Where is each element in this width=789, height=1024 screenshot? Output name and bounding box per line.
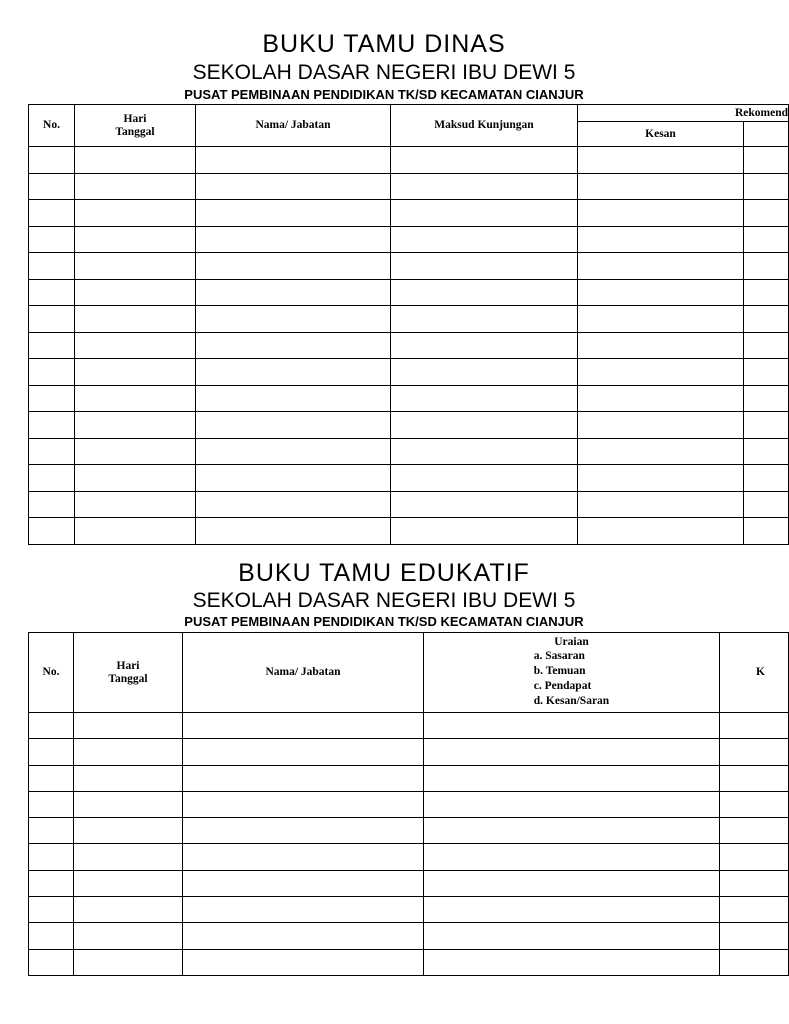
table-cell <box>29 306 75 333</box>
table-row <box>29 253 789 280</box>
table-cell <box>744 518 789 545</box>
col-no: No. <box>29 633 74 713</box>
table-cell <box>578 412 744 439</box>
table-cell <box>196 332 391 359</box>
dinas-guest-table <box>28 104 789 545</box>
table-cell <box>75 226 196 253</box>
col-hari-label: Hari <box>116 659 140 672</box>
col-maksud-kunjungan: Maksud Kunjungan <box>391 105 578 147</box>
uraian-list <box>534 649 609 709</box>
table-cell <box>75 306 196 333</box>
table-cell <box>424 923 720 949</box>
table-cell <box>424 949 720 975</box>
table-cell <box>578 279 744 306</box>
table-cell <box>391 279 578 306</box>
col-k: K <box>720 633 789 713</box>
table-row <box>29 226 789 253</box>
table-cell <box>29 173 75 200</box>
dinas-center-name: PUSAT PEMBINAAN PENDIDIKAN TK/SD KECAMATAN CIANJUR <box>184 87 584 102</box>
table-cell <box>424 765 720 791</box>
table-cell <box>29 465 75 492</box>
uraian-item-pendapat: c. Pendapat <box>533 680 592 692</box>
table-cell <box>75 465 196 492</box>
edukatif-school-name: SEKOLAH DASAR NEGERI IBU DEWI 5 <box>192 589 576 612</box>
table-cell <box>744 491 789 518</box>
table-row <box>29 765 789 791</box>
table-cell <box>75 412 196 439</box>
table-row <box>29 949 789 975</box>
table-cell <box>391 491 578 518</box>
uraian-item-kesan-saran: d. Kesan/Saran <box>533 695 610 707</box>
table-cell <box>29 949 74 975</box>
table-cell <box>196 200 391 227</box>
table-row <box>29 385 789 412</box>
table-cell <box>29 491 75 518</box>
table-row <box>29 306 789 333</box>
table-cell <box>720 923 789 949</box>
table-cell <box>424 870 720 896</box>
table-cell <box>75 200 196 227</box>
table-cell <box>196 491 391 518</box>
table-cell <box>74 844 183 870</box>
table-cell <box>29 765 74 791</box>
col-rekomendasi-sub <box>744 122 789 147</box>
table-cell <box>720 844 789 870</box>
table-cell <box>196 465 391 492</box>
edukatif-guest-table <box>28 632 789 976</box>
table-cell <box>196 306 391 333</box>
table-cell <box>29 412 75 439</box>
table-cell <box>578 491 744 518</box>
table-cell <box>183 713 424 739</box>
table-cell <box>196 147 391 174</box>
edukatif-center-name: PUSAT PEMBINAAN PENDIDIKAN TK/SD KECAMATAN CIANJUR <box>184 614 584 629</box>
table-cell <box>74 739 183 765</box>
table-cell <box>183 923 424 949</box>
table-cell <box>744 412 789 439</box>
table-cell <box>183 739 424 765</box>
table-cell <box>75 518 196 545</box>
table-row <box>29 791 789 817</box>
table-cell <box>29 359 75 386</box>
table-cell <box>720 713 789 739</box>
table-row <box>29 518 789 545</box>
table-cell <box>74 818 183 844</box>
table-cell <box>720 739 789 765</box>
table-cell <box>29 147 75 174</box>
table-row <box>29 279 789 306</box>
table-cell <box>29 438 75 465</box>
table-cell <box>391 412 578 439</box>
table-cell <box>29 200 75 227</box>
col-rekomendasi: Rekomend <box>578 105 789 122</box>
table-cell <box>744 253 789 280</box>
table-row <box>29 870 789 896</box>
col-hari-tanggal <box>75 105 196 147</box>
table-cell <box>720 791 789 817</box>
table-cell <box>424 844 720 870</box>
table-cell <box>391 306 578 333</box>
table-cell <box>424 713 720 739</box>
table-row <box>29 923 789 949</box>
table-cell <box>29 279 75 306</box>
table-cell <box>196 359 391 386</box>
table-cell <box>578 173 744 200</box>
table-cell <box>29 385 75 412</box>
table-row <box>29 173 789 200</box>
table-cell <box>29 844 74 870</box>
table-cell <box>391 200 578 227</box>
table-cell <box>183 949 424 975</box>
col-tanggal-label: Tanggal <box>115 125 155 138</box>
table-cell <box>183 844 424 870</box>
table-cell <box>578 226 744 253</box>
table-cell <box>29 518 75 545</box>
table-cell <box>183 765 424 791</box>
table-cell <box>29 818 74 844</box>
table-row <box>29 818 789 844</box>
table-cell <box>183 897 424 923</box>
dinas-school-name: SEKOLAH DASAR NEGERI IBU DEWI 5 <box>192 61 576 84</box>
col-nama-jabatan: Nama/ Jabatan <box>196 105 391 147</box>
table-cell <box>74 713 183 739</box>
table-row <box>29 897 789 923</box>
table-cell <box>578 147 744 174</box>
table-cell <box>29 739 74 765</box>
table-cell <box>578 465 744 492</box>
table-cell <box>744 332 789 359</box>
table-cell <box>29 332 75 359</box>
table-cell <box>744 359 789 386</box>
table-cell <box>578 332 744 359</box>
table-cell <box>74 897 183 923</box>
table-cell <box>744 173 789 200</box>
table-cell <box>578 253 744 280</box>
table-cell <box>74 923 183 949</box>
table-cell <box>29 791 74 817</box>
table-cell <box>744 306 789 333</box>
table-row <box>29 332 789 359</box>
col-uraian-label: Uraian <box>554 636 589 648</box>
col-uraian <box>424 633 720 713</box>
table-cell <box>744 385 789 412</box>
table-cell <box>578 359 744 386</box>
table-cell <box>196 412 391 439</box>
table-cell <box>424 897 720 923</box>
table-cell <box>29 253 75 280</box>
table-cell <box>74 870 183 896</box>
edukatif-title: BUKU TAMU EDUKATIF <box>238 559 530 587</box>
table-row <box>29 147 789 174</box>
col-nama-jabatan: Nama/ Jabatan <box>183 633 424 713</box>
table-cell <box>744 465 789 492</box>
table-cell <box>29 897 74 923</box>
table-cell <box>75 279 196 306</box>
table-cell <box>720 818 789 844</box>
table-cell <box>578 200 744 227</box>
table-cell <box>196 518 391 545</box>
table-cell <box>75 253 196 280</box>
table-cell <box>744 279 789 306</box>
table-cell <box>578 306 744 333</box>
table-cell <box>75 173 196 200</box>
table-cell <box>578 385 744 412</box>
table-cell <box>75 438 196 465</box>
table-cell <box>578 438 744 465</box>
table-cell <box>196 385 391 412</box>
table-row <box>29 438 789 465</box>
table-cell <box>75 491 196 518</box>
col-hari-label: Hari <box>123 112 147 125</box>
table-cell <box>29 870 74 896</box>
table-cell <box>74 791 183 817</box>
table-cell <box>183 870 424 896</box>
table-cell <box>183 818 424 844</box>
table-row <box>29 412 789 439</box>
table-cell <box>720 949 789 975</box>
table-cell <box>720 765 789 791</box>
table-row <box>29 491 789 518</box>
table-row <box>29 200 789 227</box>
table-cell <box>744 147 789 174</box>
uraian-item-sasaran: a. Sasaran <box>533 650 585 662</box>
table-cell <box>391 226 578 253</box>
uraian-item-temuan: b. Temuan <box>533 665 586 677</box>
table-cell <box>424 818 720 844</box>
table-cell <box>183 791 424 817</box>
table-cell <box>29 713 74 739</box>
table-cell <box>75 359 196 386</box>
table-row <box>29 713 789 739</box>
table-cell <box>75 147 196 174</box>
table-cell <box>720 870 789 896</box>
table-cell <box>391 147 578 174</box>
table-row <box>29 739 789 765</box>
table-row <box>29 359 789 386</box>
table-cell <box>196 253 391 280</box>
table-cell <box>424 739 720 765</box>
table-row <box>29 465 789 492</box>
table-cell <box>391 385 578 412</box>
table-cell <box>720 897 789 923</box>
table-cell <box>578 518 744 545</box>
table-cell <box>744 226 789 253</box>
table-cell <box>196 173 391 200</box>
table-cell <box>424 791 720 817</box>
table-cell <box>391 253 578 280</box>
table-cell <box>29 226 75 253</box>
table-cell <box>29 923 74 949</box>
table-cell <box>74 949 183 975</box>
table-cell <box>196 226 391 253</box>
table-cell <box>391 359 578 386</box>
table-cell <box>75 385 196 412</box>
table-cell <box>391 332 578 359</box>
table-cell <box>196 279 391 306</box>
col-tanggal-label: Tanggal <box>108 672 148 685</box>
table-cell <box>744 438 789 465</box>
col-no: No. <box>29 105 75 147</box>
table-cell <box>391 465 578 492</box>
col-hari-tanggal <box>74 633 183 713</box>
dinas-title: BUKU TAMU DINAS <box>262 30 506 58</box>
table-cell <box>196 438 391 465</box>
table-row <box>29 844 789 870</box>
table-cell <box>74 765 183 791</box>
table-cell <box>744 200 789 227</box>
table-cell <box>75 332 196 359</box>
table-cell <box>391 173 578 200</box>
table-cell <box>391 518 578 545</box>
col-kesan: Kesan <box>578 122 744 147</box>
table-cell <box>391 438 578 465</box>
